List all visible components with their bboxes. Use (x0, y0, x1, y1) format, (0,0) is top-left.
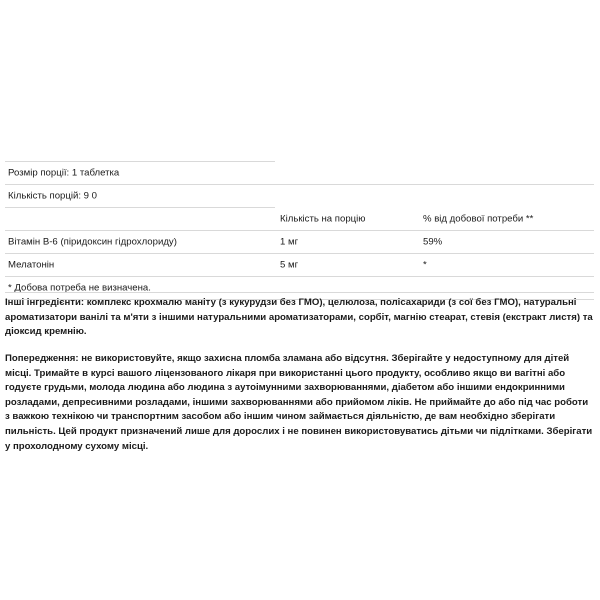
nutrient-amount: 5 мг (280, 259, 299, 271)
table-header-row (5, 208, 594, 231)
nutrient-name: Мелатонін (8, 259, 55, 271)
nutrient-daily-value: 59% (423, 236, 443, 248)
footnote: * Добова потреба не визначена. (8, 282, 151, 294)
table-row (5, 254, 594, 277)
daily-value-header: % від добової потреби ** (423, 213, 534, 225)
amount-header: Кількість на порцію (280, 213, 366, 225)
other-ingredients: Інші інгредієнти: комплекс крохмалю маніту (з кукурудзи без ГМО), целюлоза, полісахариди (з сої без ГМО), натуральні ароматизатори ванілі та м'яти з іншими натуральними ароматизаторами, сорбіт, магнію стеарат, стевія (екстракт листя) та діоксид кремнію. (5, 297, 593, 338)
serving-size-label: Розмір порції: 1 таблетка (8, 167, 120, 179)
servings-count-label: Кількість порцій: 9 0 (8, 190, 98, 202)
top-rule (5, 161, 275, 162)
servings-count-row (5, 185, 275, 208)
nutrient-name: Вітамін В-6 (піридоксин гідрохлориду) (8, 236, 177, 248)
serving-size-row (5, 162, 594, 185)
table-row (5, 231, 594, 254)
supplement-facts-table (5, 162, 594, 300)
nutrient-amount: 1 мг (280, 236, 299, 248)
ingredients-divider (5, 292, 594, 293)
nutrient-daily-value: * (423, 259, 427, 271)
warning-text: Попередження: не використовуйте, якщо захисна пломба зламана або відсутня. Зберігайте у недоступному для дітей місці. Тримайте в курсі вашого ліцензованого лікаря при використанні цього продукту, особливо якщо ви вагітні або годуєте грудьми, молода людина або людина з аутоімунними захворюваннями, діабетом або іншими ендокринними розладами, депресивними розладами, іншими захворюваннями або прийомом ліків. Не приймайте до або під час роботи з важкою технікою чи транспортним засобом або іншим чином займається діяльністю, де вам необхідно зберігати пильність. Цей продукт призначений лише для дорослих і не повинен використовуватись дітьми чи підлітками. Зберігати у прохолодному сухому місці. (5, 353, 593, 452)
